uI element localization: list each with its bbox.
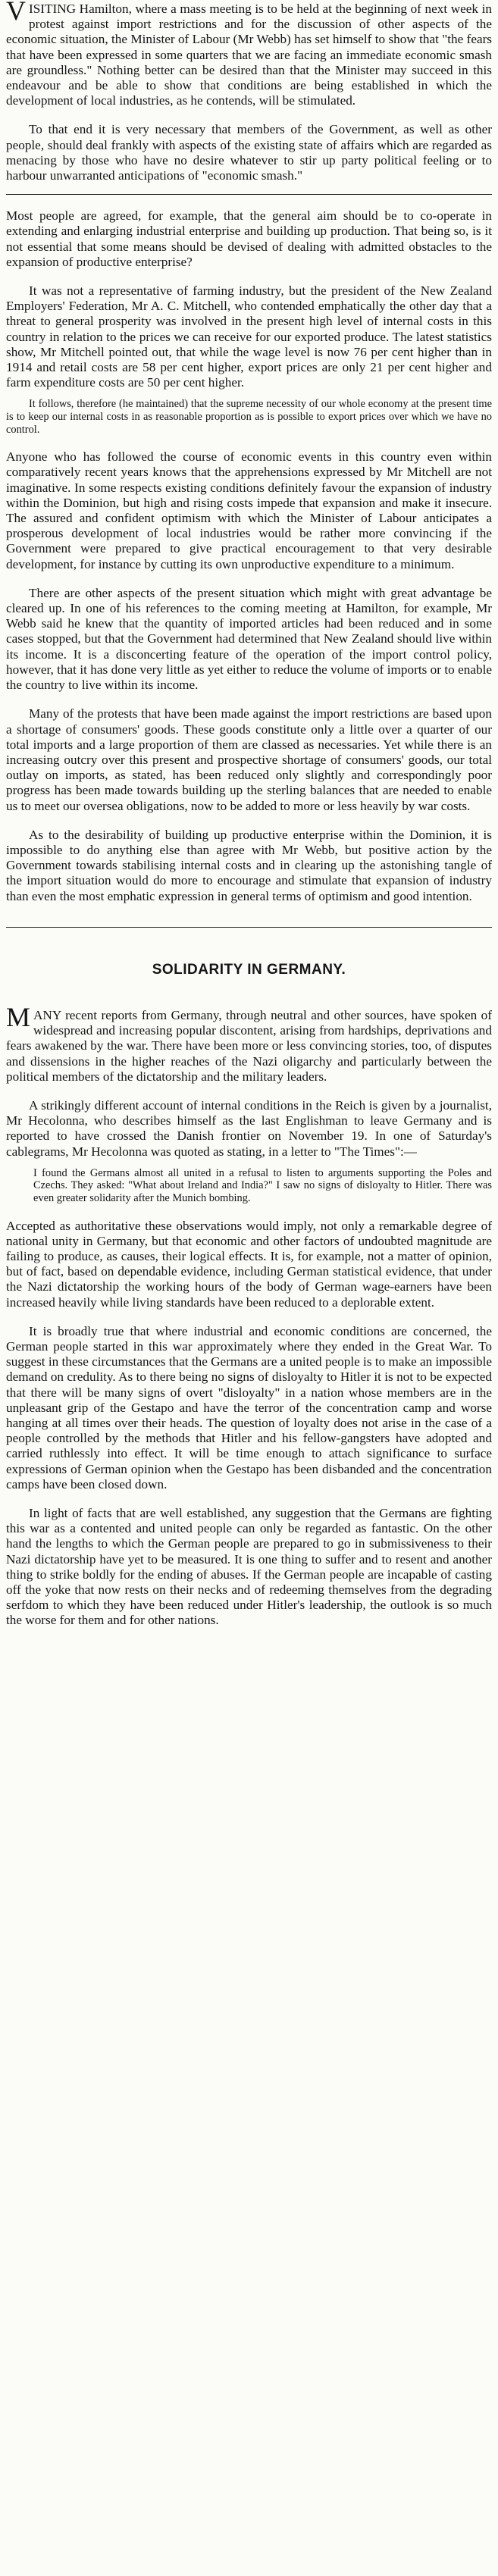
article1-paragraph-1-text: ISITING Hamilton, where a mass meeting is to be held at the beginning of next week in protest against import restrictions and for the discussion of other aspects of the economic situation, the Minister of Labour (Mr Webb) has set himself to show that "the fears that have been expressed in some quarters that we are facing an immediate economic smash are groundless." Nothing better can be desired than that the Minister may succeed in this endeavour and be able to show that conditions are being established in which the development of local industries, as he contends, will be stimulated. xyxy=(6,2,492,108)
article2-heading: SOLIDARITY IN GERMANY. xyxy=(152,961,346,978)
article2-paragraph-2: A strikingly different account of internal conditions in the Reich is given by a journalist, Mr Hecolonna, who describes himself as the last Englishman to leave Germany and is reported to have crossed the Danish frontier on November 19. In one of Saturday's cablegrams, Mr Hecolonna was quoted as stating, in a letter to "The Times":— xyxy=(6,1097,492,1159)
article1-paragraph-2: To that end it is very necessary that members of the Government, as well as other people, should deal frankly with aspects of the existing state of affairs which are regarded as menacing by those who have no desire whatever to stir up party political feeling or to harbour unwarranted anticipations of "economic smash." xyxy=(6,122,492,183)
article2-paragraph-3: Accepted as authoritative these observations would imply, not only a remarkable degree of national unity in Germany, but that economic and other factors of undoubted magnitude are failing to produce, as causes, their logical effects. It is, for example, not a matter of opinion, but of fact, based on dependable evidence, including German statistical evidence, that under the Nazi dictatorship the working hours of the body of German wage-earners have been increased heavily while living standards have been reduced to a deplorable extent. xyxy=(6,1218,492,1310)
article1-quote-small: It follows, therefore (he maintained) that the supreme necessity of our whole economy at the present time is to keep our internal costs in as reasonable proportion as is possible to export prices over which we have no control. xyxy=(6,398,492,436)
article1-paragraph-7: Many of the protests that have been made against the import restrictions are based upon a shortage of consumers' goods. These goods constitute only a little over a quarter of our total imports and a large proportion of them are classed as necessaries. Yet while there is an increasing outcry over this present and prospective shortage of consumers' goods, our total outlay on imports, as stated, has been reduced only slightly and correspondingly poor progress has been made towards building up the sterling balances that are needed to enable us to meet our oversea obligations, now to be added to more or less heavily by war costs. xyxy=(6,706,492,813)
article1-paragraph-5: Anyone who has followed the course of economic events in this country even within comparatively recent years knows that the apprehensions expressed by Mr Mitchell are not imaginative. In some respects existing conditions definitely favour the expansion of industry within the Dominion, but high and rising costs impede that expansion and make it insecure. The assured and confident optimism with which the Minister of Labour anticipates a prosperous development of local industries would be rather more convincing if the Government were prepared to give practical encouragement to that very desirable development, for instance by cutting its own unproductive expenditure to a minimum. xyxy=(6,449,492,571)
article1-paragraph-1 xyxy=(6,2,492,108)
article2-paragraph-1 xyxy=(6,1001,492,1085)
article1-paragraph-4: It was not a representative of farming industry, but the president of the New Zealand Employers' Federation, Mr A. C. Mitchell, who contended emphatically the other day that a threat to general prosperity was involved in the present high level of internal costs in this country in relation to the prices we can receive for our exported produce. The latest statistics show, Mr Mitchell pointed out, that while the wage level is now 76 per cent higher than in 1914 and retail costs are 58 per cent higher, export prices are only 21 per cent higher and farm expenditure costs are 50 per cent higher. xyxy=(6,283,492,390)
article2-paragraph-4: It is broadly true that where industrial and economic conditions are concerned, the German people started in this war approximately where they ended in the Great War. To suggest in these circumstances that the Germans are a united people is to make an impossible demand on credulity. As to there being no signs of disloyalty to Hitler it is not to be expected that there will be many signs of overt "disloyalty" in a nation whose members are in the unpleasant grip of the Gestapo and have the terror of the concentration camp and worse hanging at all times over their heads. The question of loyalty does not arise in the case of a people controlled by the methods that Hitler and his fellow-gangsters have adopted and carried ruthlessly into effect. It will be time enough to attach significance to surface expressions of German opinion when the Gestapo has been disbanded and the concentration camps have been closed down. xyxy=(6,1323,493,1491)
divider xyxy=(6,927,492,928)
article2-quote: I found the Germans almost all united in a refusal to listen to arguments supporting the Poles and Czechs. They asked: "What about Ireland and India?" I saw no signs of disloyalty to Hitler. There was even greater solidarity after the Munich bombing. xyxy=(33,1166,492,1204)
article1-paragraph-3: Most people are agreed, for example, that the general aim should be to co-operate in extending and enlarging industrial enterprise and building up production. That being so, is it not essential that some means should be devised of dealing with admitted obstacles to the expansion of productive enterprise? xyxy=(6,208,492,269)
article2-paragraph-1-text: ANY recent reports from Germany, through neutral and other sources, have spoken of widespread and increasing popular discontent, arising from hardships, deprivations and fears awakened by the war. There have been more or less convincing stories, too, of disputes and dissensions in the higher reaches of the Nazi oligarchy and particularly between the political members of the dictatorship and the military leaders. xyxy=(6,1007,492,1084)
divider xyxy=(6,194,492,195)
article2-paragraph-5: In light of facts that are well established, any suggestion that the Germans are fighting this war as a contented and united people can only be regarded as fantastic. On the other hand the lengths to which the German people are prepared to go in submissiveness to their Nazi dictatorship have yet to be measured. It is one thing to suffer and to resent and another thing to strike boldly for the ending of abuses. If the German people are incapable of casting off the yoke that now rests on their necks and of redeeming themselves from the degrading serfdom to which they have been reduced under Hitler's leadership, the outlook is so much the worse for them and for other nations. xyxy=(6,1506,492,1628)
article1-paragraph-6: There are other aspects of the present situation which might with great advantage be cleared up. In one of his references to the coming meeting at Hamilton, for example, Mr Webb said he knew that the quantity of imported articles had been reduced and in some cases stopped, but that the Government had determined that New Zealand should live within its income. It is a disconcerting feature of the operation of the import control policy, however, that it has done very little as yet either to reduce the volume of imports or to enable the country to live within its income. xyxy=(6,585,492,693)
article1-paragraph-8: As to the desirability of building up productive enterprise within the Dominion, it is impossible to do anything else than agree with Mr Webb, but positive action by the Government towards stabilising internal costs and in clearing up the astonishing tangle of the import situation would do more to encourage and stimulate that expansion of industry than even the most emphatic expression in general terms of optimism and good intention. xyxy=(6,827,492,903)
dropcap-m: M xyxy=(6,1001,31,1032)
section-rule xyxy=(6,927,492,928)
dropcap-v: V xyxy=(6,0,26,26)
